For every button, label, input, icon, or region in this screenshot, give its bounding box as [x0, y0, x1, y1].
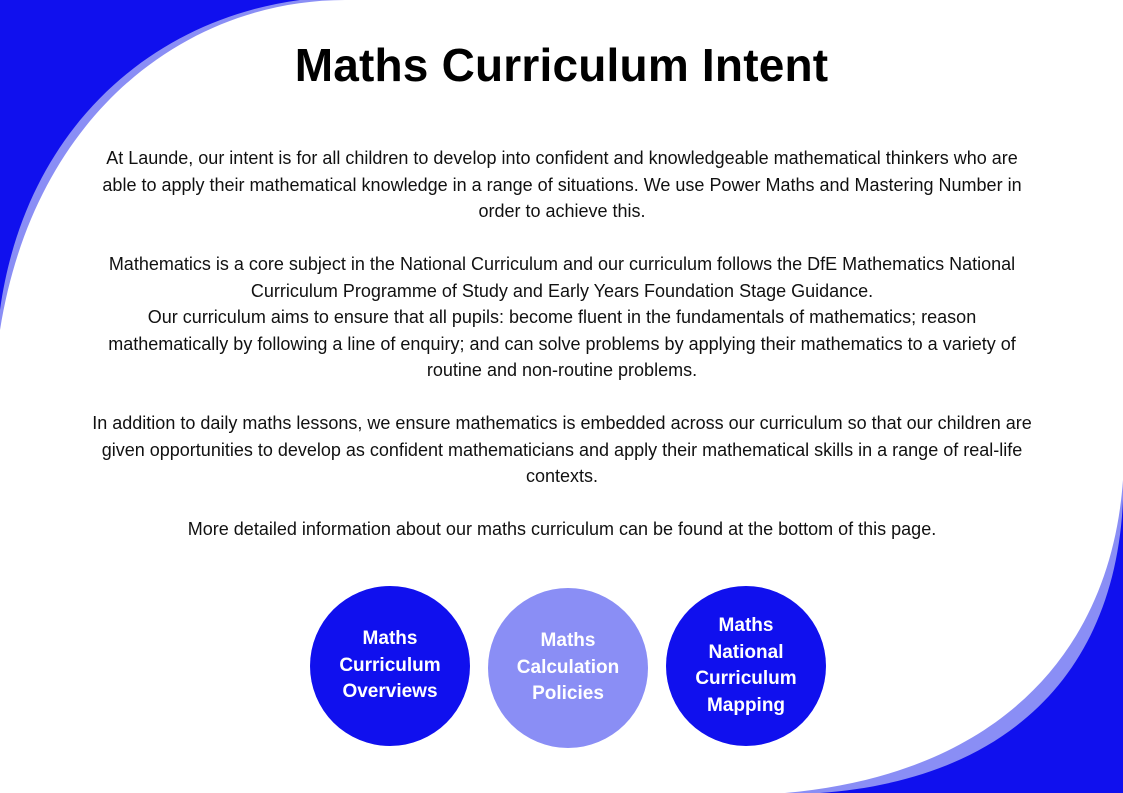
curriculum-overviews-button[interactable]: [310, 586, 470, 746]
paragraph-more-info: More detailed information about our maths curriculum can be found at the bottom of this page.: [187, 519, 937, 539]
paragraph-national-curriculum: [92, 251, 1032, 384]
calculation-policies-button[interactable]: [488, 588, 648, 748]
paragraph-cross-curricular: In addition to daily maths lessons, we ensure mathematics is embedded across our curriculum so that our children are given opportunities to develop as confident mathematicians and apply their mathematical skills in a range of real-life contexts.: [92, 413, 1032, 486]
national-curriculum-mapping-label: Maths National Curriculum Mapping: [695, 615, 797, 716]
paragraph-curriculum-aims: Our curriculum aims to ensure that all pupils: become fluent in the fundamentals of mathematics; reason mathematically by following a line of enquiry; and can solve problems by applying their mathematics to a variety of routine and non-routine problems.: [108, 307, 1016, 380]
page-title: Maths Curriculum Intent: [294, 39, 829, 91]
paragraph-intro: At Launde, our intent is for all children to develop into confident and knowledgeable mathematical thinkers who are able to apply their mathematical knowledge in a range of situations. We use Power Maths and Mastering Number in order to achieve this.: [102, 148, 1022, 221]
paragraph-curriculum-follows: Mathematics is a core subject in the National Curriculum and our curriculum follows the DfE Mathematics National Curriculum Programme of Study and Early Years Foundation Stage Guidance.: [108, 254, 1016, 301]
curriculum-overviews-label: Maths Curriculum Overviews: [339, 628, 441, 703]
national-curriculum-mapping-button[interactable]: [666, 586, 826, 746]
intent-text: [92, 145, 1032, 569]
calculation-policies-label: Maths Calculation Policies: [516, 630, 620, 705]
